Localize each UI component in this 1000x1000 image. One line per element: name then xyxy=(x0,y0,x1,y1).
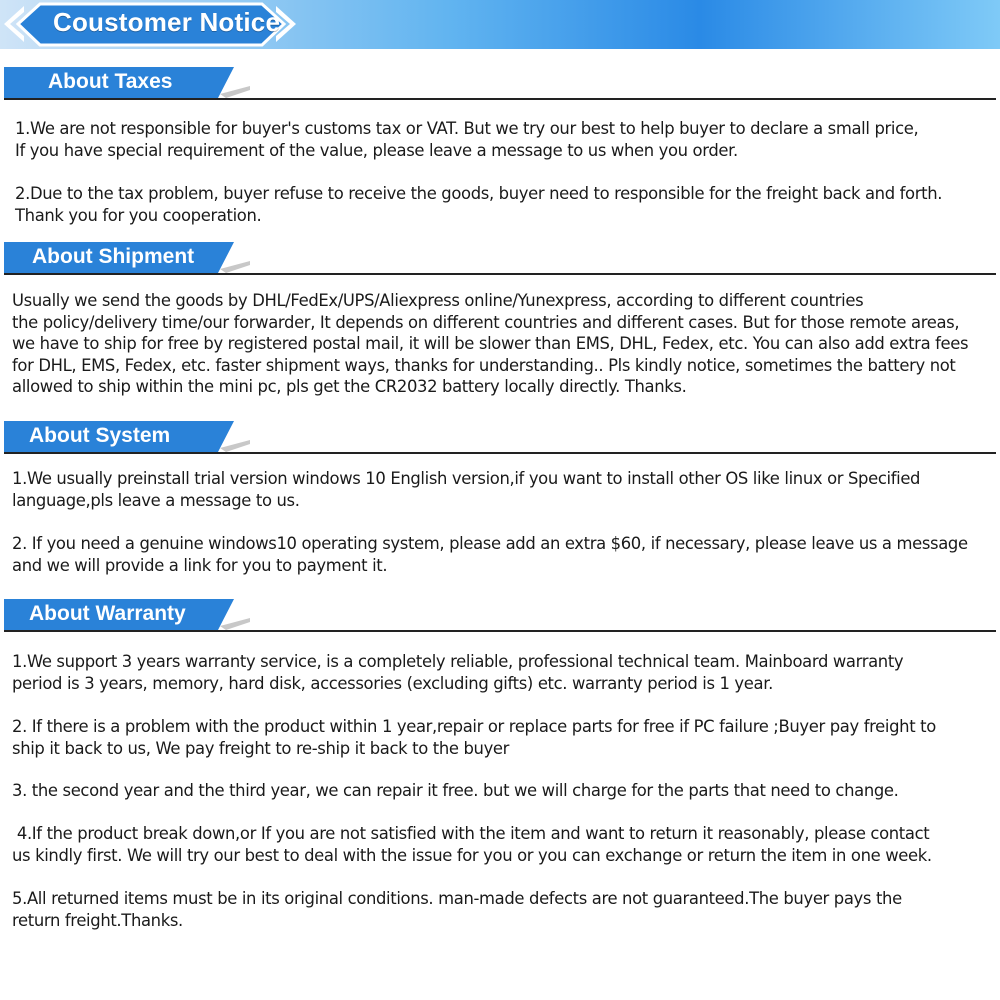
text-line: the policy/delivery time/our forwarder, It depends on different countries and different cases. But for those remote areas, xyxy=(12,312,960,332)
text-line: 2.Due to the tax problem, buyer refuse to receive the goods, buyer need to responsible for the freight back and forth. xyxy=(15,184,943,203)
text-line: 1.We support 3 years warranty service, is a completely reliable, professional technical team. Mainboard warranty xyxy=(12,652,904,671)
text-line: us kindly first. We will try our best to deal with the issue for you or you can exchange or return the item in one week. xyxy=(12,845,932,865)
section-title-system: About System xyxy=(29,424,171,447)
taxes-paragraph-2 xyxy=(15,183,997,226)
warranty-paragraph-4 xyxy=(12,823,994,866)
text-line: 4.If the product break down,or If you are not satisfied with the item and want to return it reasonably, please contact xyxy=(12,824,930,843)
section-header-system xyxy=(0,420,1000,456)
text-line: If you have special requirement of the value, please leave a message to us when you order. xyxy=(15,140,738,160)
warranty-paragraph-1 xyxy=(12,651,994,694)
text-line: 1.We usually preinstall trial version windows 10 English version,if you want to install other OS like linux or Specified xyxy=(12,469,921,488)
system-paragraph-1 xyxy=(12,468,994,511)
section-header-warranty xyxy=(0,598,1000,634)
text-line: 3. the second year and the third year, we can repair it free. but we will charge for the parts that need to change. xyxy=(12,781,899,800)
text-line: allowed to ship within the mini pc, pls get the CR2032 battery locally directly. Thanks. xyxy=(12,377,687,396)
text-line: 2. If you need a genuine windows10 operating system, please add an extra $60, if necessary, please leave us a message xyxy=(12,534,968,553)
section-title-shipment: About Shipment xyxy=(32,245,195,268)
text-line: for DHL, EMS, Fedex, etc. faster shipment ways, thanks for understanding.. Pls kindly notice, sometimes the battery not xyxy=(12,355,956,375)
text-line: Thank you for you cooperation. xyxy=(15,205,262,225)
warranty-paragraph-3 xyxy=(12,780,994,802)
section-title-warranty: About Warranty xyxy=(29,602,186,625)
text-line: we have to ship for free by registered postal mail, it will be slower than EMS, DHL, Fedex, etc. You can also add extra fees xyxy=(12,334,969,353)
text-line: ship it back to us, We pay freight to re-ship it back to the buyer xyxy=(12,738,510,758)
text-line: Usually we send the goods by DHL/FedEx/UPS/Aliexpress online/Yunexpress, according to different countries xyxy=(12,291,864,310)
notice-banner xyxy=(0,0,1000,49)
warranty-paragraph-5 xyxy=(12,888,994,931)
text-line: and we will provide a link for you to payment it. xyxy=(12,555,388,575)
shipment-paragraph xyxy=(12,290,994,398)
system-paragraph-2 xyxy=(12,533,994,576)
taxes-paragraph-1 xyxy=(15,118,997,161)
text-line: 1.We are not responsible for buyer's customs tax or VAT. But we try our best to help buyer to declare a small price, xyxy=(15,119,919,138)
section-title-taxes: About Taxes xyxy=(48,70,173,93)
section-header-taxes xyxy=(0,66,1000,102)
text-line: 5.All returned items must be in its original conditions. man-made defects are not guaranteed.The buyer pays the xyxy=(12,889,902,908)
text-line: return freight.Thanks. xyxy=(12,910,183,930)
text-line: 2. If there is a problem with the product within 1 year,repair or replace parts for free if PC failure ;Buyer pay freight to xyxy=(12,717,936,736)
banner-title: Coustomer Notice xyxy=(53,7,281,37)
text-line: period is 3 years, memory, hard disk, accessories (excluding gifts) etc. warranty period is 1 year. xyxy=(12,673,773,693)
text-line: language,pls leave a message to us. xyxy=(12,490,300,510)
warranty-paragraph-2 xyxy=(12,716,994,759)
section-header-shipment xyxy=(0,241,1000,277)
